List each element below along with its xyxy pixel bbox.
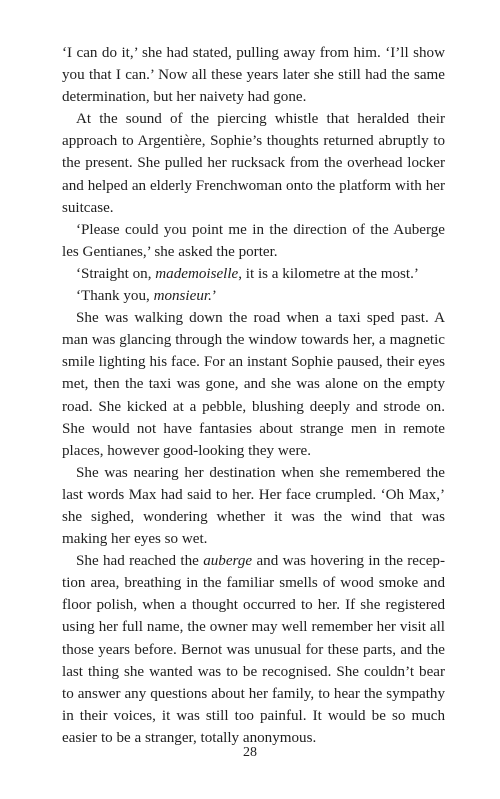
text-segment: ‘Straight on, (76, 265, 156, 282)
paragraph (62, 108, 445, 218)
paragraph (62, 307, 445, 462)
text-segment: ‘Please could you point me in the direction of the Auberge les Gentianes,’ she asked the porter. (62, 221, 445, 260)
text-segment: ‘Thank you, (76, 288, 154, 305)
paragraph (62, 462, 445, 550)
paragraph (62, 219, 445, 263)
page-number: 28 (243, 745, 257, 760)
text-segment: She had reached the (76, 553, 204, 570)
text-segment: ’ (211, 288, 217, 305)
paragraph (62, 263, 445, 285)
paragraph (62, 42, 445, 108)
body-text (62, 42, 445, 749)
text-segment: She was nearing her destination when she remembered the last words Max had said to her. Her face crumpled. ‘Oh Max,’ she sighed, wondering whether it was the wind that was making her eyes so wet. (62, 464, 445, 548)
italic-text: auberge (203, 553, 253, 570)
text-segment: ‘I can do it,’ she had stated, pulling away from him. ‘I’ll show you that I can.’ Now all these years later she still had the same determination, but her naivety had gone. (62, 45, 445, 106)
text-segment: At the sound of the piercing whistle that heralded their approach to Argentière, Sophie’s thoughts returned abruptly to the present. She pulled her rucksack from the overhead locker and helped an elderly Frenchwoman onto the platform with her suitcase. (62, 111, 445, 216)
italic-text: mademoiselle (155, 265, 239, 282)
italic-text: monsieur. (153, 288, 212, 305)
text-segment: She was walking down the road when a taxi sped past. A man was glancing through the window towards her, a magnetic smile lighting his face. For an instant Sophie paused, their eyes met, then the taxi was gone, and she was alone on the empty road. She kicked at a pebble, blushing deeply and strode on. She would not have fantasies about strange men in remote places, however good-looking they were. (62, 310, 445, 459)
text-segment: , it is a kilometre at the most.’ (238, 265, 419, 282)
paragraph (62, 550, 445, 749)
text-segment: and was hovering in the reception area, breathing in the familiar smells of wood smoke and floor polish, when a thought occurred to her. If she registered using her full name, the owner may well remember her visit all those years before. Bernot was unusual for these parts, and the last thing she wanted was to be recognised. She couldn’t bear to answer any questions about her family, to hear the sympathy in their voices, it was still too painful. It would be so much easier to be a stranger, totally anonymous. (62, 553, 445, 746)
paragraph (62, 285, 445, 307)
